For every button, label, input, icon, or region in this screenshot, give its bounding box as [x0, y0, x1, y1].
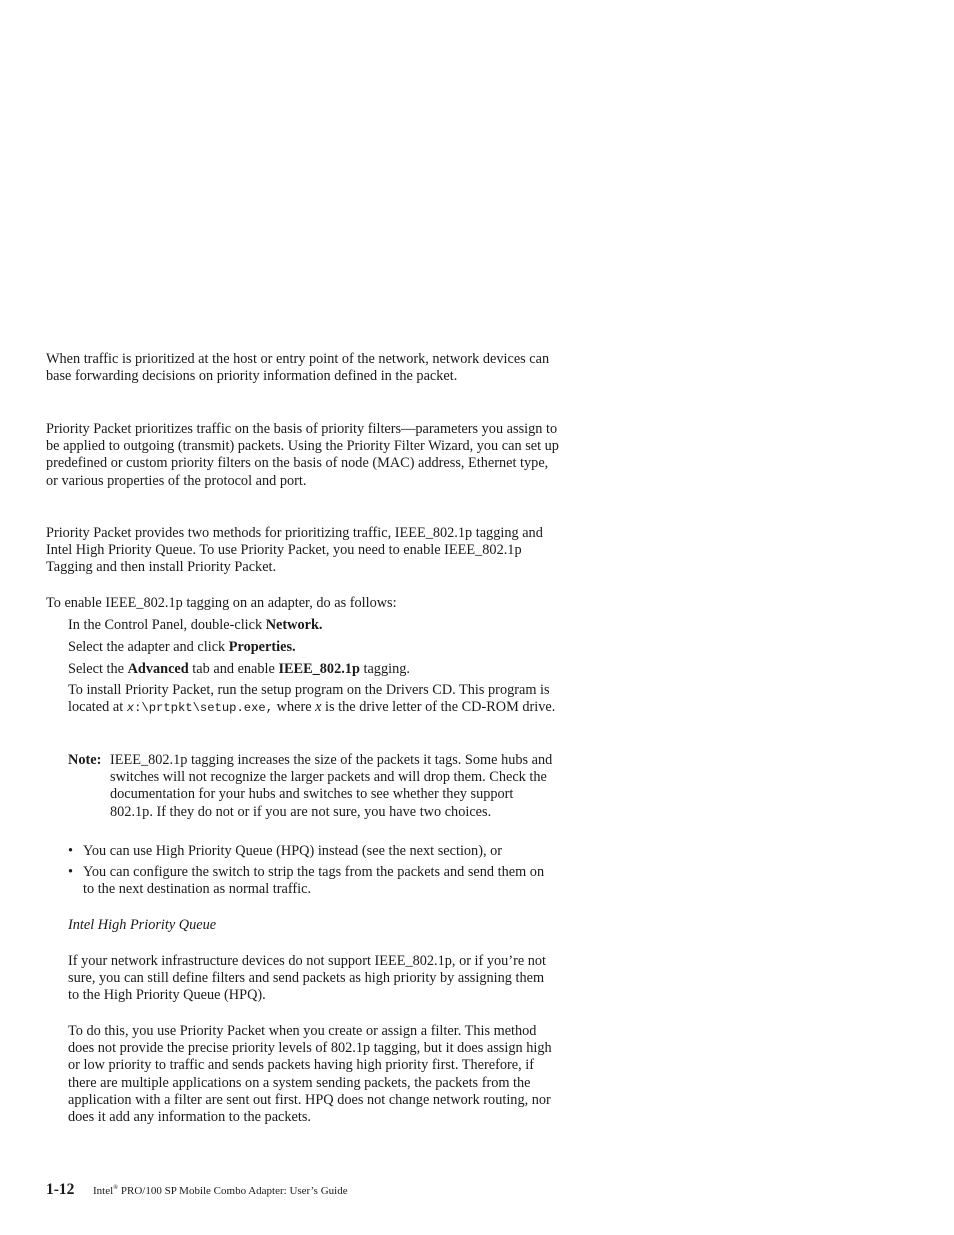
bullet-mark: •	[68, 843, 74, 859]
paragraph-priority-filters: Priority Packet prioritizes traffic on the basis of priority filters—parameters you assign to be applied to outgoing (transmit) packets. Using the Priority Filter Wizard, you can set up predefined or custom priority filters on the basis of node (MAC) address, Ethernet type, or various properties of the protocol and port.	[46, 421, 559, 489]
registered-mark: ®	[113, 1184, 119, 1191]
paragraph-hpq-intro: If your network infrastructure devices do not support IEEE_802.1p, or if you’re not sure, you can still define filters and send packets as high priority by assigning them to the High Priority Queue (HPQ).	[68, 953, 547, 1004]
step-4-post: is the drive letter of the CD-ROM drive.	[321, 699, 556, 716]
step-3-mid: tab and enable	[188, 661, 279, 677]
bullet-mark: •	[68, 864, 74, 880]
footer-guide-title: PRO/100 SP Mobile Combo Adapter: User’s Guide	[118, 1185, 348, 1197]
step-1	[68, 617, 558, 634]
page-number: 1-12	[46, 1181, 75, 1198]
footer-title	[93, 1184, 348, 1197]
paragraph-priority-intro: When traffic is prioritized at the host or entry point of the network, network devices can base forwarding decisions on priority information defined in the packet.	[46, 351, 550, 385]
footer-brand: Intel	[93, 1185, 114, 1197]
paragraph-hpq-details: To do this, you use Priority Packet when you create or assign a filter. This method does not provide the precise priority levels of 802.1p tagging, but it does assign high or low priority to traffic and sends packets having high priority first. Therefore, if there are multiple applications on a system sending packets, the packets from the application with a filter are sent out first. HPQ does not change network routing, nor does it add any information to the packets.	[68, 1023, 552, 1126]
step-4-code: :\prtpkt\setup.exe,	[134, 701, 274, 716]
step-1-bold: Network.	[265, 617, 323, 633]
step-4	[68, 682, 558, 717]
step-2	[68, 639, 558, 656]
section-heading: Intel High Priority Queue	[68, 917, 217, 933]
step-3-post: tagging.	[359, 661, 410, 677]
bullet-text: You can configure the switch to strip the tags from the packets and send them on to the next destination as normal traffic.	[83, 864, 545, 898]
note-label: Note:	[68, 752, 102, 768]
bullet-text: You can use High Priority Queue (HPQ) instead (see the next section), or	[83, 843, 503, 859]
note-text: IEEE_802.1p tagging increases the size of the packets it tags. Some hubs and switches will not recognize the larger packets and will drop them. Check the documentation for your hubs and switches to see whether they support 802.1p. If they do not or if you are not sure, you have two choices.	[110, 752, 553, 820]
step-1-text: In the Control Panel, double-click	[68, 617, 266, 633]
step-3	[68, 661, 558, 678]
step-4-text: To install Priority Packet, run the setup program on the Drivers CD. This program is located at	[68, 682, 550, 716]
step-2-text: Select the adapter and click	[68, 639, 229, 655]
step-4-code-var: x	[126, 701, 135, 716]
step-4-var: x	[315, 699, 322, 716]
step-2-bold: Properties.	[228, 639, 296, 655]
step-4-mid: where	[273, 699, 316, 716]
step-3-text: Select the	[68, 661, 128, 677]
paragraph-prioritizing-methods: Priority Packet provides two methods for prioritizing traffic, IEEE_802.1p tagging and Intel High Priority Queue. To use Priority Packet, you need to enable IEEE_802.1p Tagging and then install Priority Packet.	[46, 525, 543, 576]
step-3-ieee: IEEE_802.1p	[278, 661, 360, 677]
step-3-advanced: Advanced	[127, 661, 189, 677]
paragraph-enable-tagging-intro: To enable IEEE_802.1p tagging on an adapter, do as follows:	[46, 595, 397, 611]
